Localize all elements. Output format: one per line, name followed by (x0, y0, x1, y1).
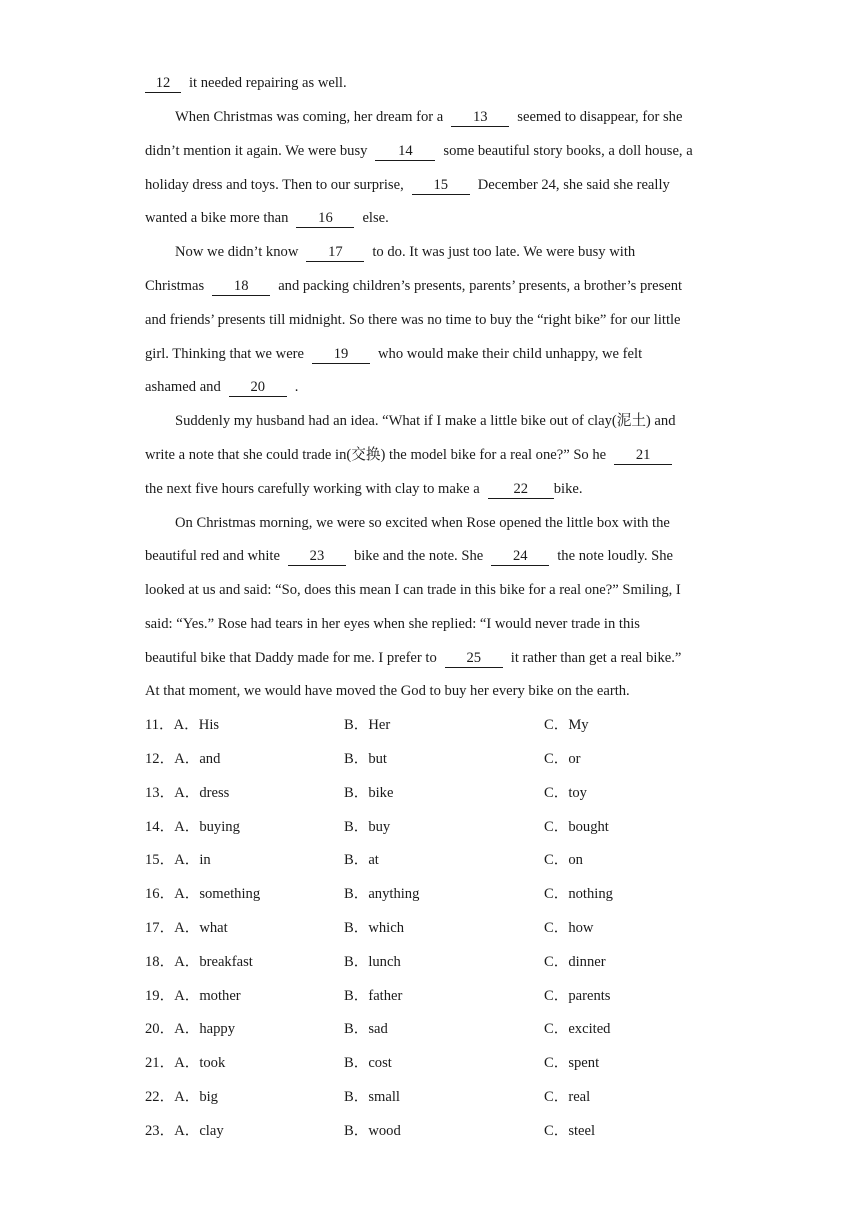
option-c: C．on (544, 852, 583, 868)
passage-line-10: ashamed and 20 . (145, 379, 299, 395)
option-c: C．or (544, 751, 581, 767)
passage-line-19: At that moment, we would have moved the God to buy her every bike on the earth. (145, 683, 630, 699)
blank-15: 15 (412, 177, 470, 195)
option-b: B．but (344, 751, 387, 767)
option-a: 16．A．something (145, 886, 261, 902)
option-c: C．spent (544, 1055, 600, 1071)
option-b: B．wood (344, 1123, 401, 1139)
blank-24: 24 (491, 548, 549, 566)
option-c: C．excited (544, 1021, 611, 1037)
passage-line-6: Now we didn’t know 17 to do. It was just too late. We were busy with (175, 244, 636, 260)
option-c: C．steel (544, 1123, 596, 1139)
option-row (145, 850, 725, 870)
option-a: 23．A．clay (145, 1123, 224, 1139)
option-b: B．father (344, 988, 403, 1004)
option-row (145, 952, 725, 972)
passage-line-16: looked at us and said: “So, does this mean I can trade in this bike for a real one?” Smiling, I (145, 582, 681, 598)
blank-25: 25 (445, 650, 503, 668)
passage-line-11: Suddenly my husband had an idea. “What if I make a little bike out of clay(泥土) and (175, 413, 676, 429)
blank-21: 21 (614, 447, 672, 465)
option-a: 13．A．dress (145, 785, 230, 801)
option-a: 12．A．and (145, 751, 221, 767)
passage-line-18: beautiful bike that Daddy made for me. I prefer to 25 it rather than get a real bike.” (145, 650, 682, 666)
passage-line-12: write a note that she could trade in(交换) the model bike for a real one?” So he 21 (145, 445, 725, 465)
option-b: B．which (344, 920, 404, 936)
option-c: C．dinner (544, 954, 606, 970)
option-c: C．My (544, 717, 589, 733)
option-row (145, 749, 725, 769)
option-c: C．parents (544, 988, 611, 1004)
blank-20: 20 (229, 379, 287, 397)
blank-18: 18 (212, 278, 270, 296)
passage-line-4: holiday dress and toys. Then to our surprise, 15 December 24, she said she really (145, 177, 670, 193)
option-a: 22．A．big (145, 1089, 218, 1105)
option-row (145, 817, 725, 837)
blank-17: 17 (306, 244, 364, 262)
option-row (145, 986, 725, 1006)
passage-line-2: When Christmas was coming, her dream for a 13 seemed to disappear, for she (175, 109, 683, 125)
option-a: 17．A．what (145, 920, 228, 936)
option-a: 19．A．mother (145, 988, 241, 1004)
blank-14: 14 (375, 143, 435, 161)
passage-line-17: said: “Yes.” Rose had tears in her eyes when she replied: “I would never trade in this (145, 616, 640, 632)
option-c: C．nothing (544, 886, 613, 902)
option-a: 20．A．happy (145, 1021, 235, 1037)
option-a: 21．A．took (145, 1055, 226, 1071)
passage-line-1: 12 it needed repairing as well. (145, 73, 725, 93)
option-b: B．cost (344, 1055, 392, 1071)
option-c: C．real (544, 1089, 591, 1105)
blank-19: 19 (312, 346, 370, 364)
passage-line-3: didn’t mention it again. We were busy 14 some beautiful story books, a doll house, a (145, 143, 693, 159)
option-b: B．buy (344, 819, 391, 835)
option-row (145, 1053, 725, 1073)
option-c: C．how (544, 920, 594, 936)
option-row (145, 884, 725, 904)
passage-line-13: the next five hours carefully working with clay to make a 22 bike. (145, 481, 583, 497)
option-c: C．bought (544, 819, 609, 835)
passage-line-8: and friends’ presents till midnight. So there was no time to buy the “right bike” for our little (145, 312, 681, 328)
option-b: B．small (344, 1089, 400, 1105)
option-a: 15．A．in (145, 852, 211, 868)
option-row (145, 1087, 725, 1107)
option-a: 11．A．His (145, 717, 220, 733)
option-row (145, 1121, 725, 1141)
passage-line-7: Christmas 18 and packing children’s presents, parents’ presents, a brother’s present (145, 278, 683, 294)
passage-line-5: wanted a bike more than 16 else. (145, 210, 389, 226)
option-row (145, 715, 725, 735)
blank-12: 12 (145, 75, 181, 93)
passage-line-9: girl. Thinking that we were 19 who would make their child unhappy, we felt (145, 346, 643, 362)
option-b: B．sad (344, 1021, 388, 1037)
blank-16: 16 (296, 210, 354, 228)
option-b: B．bike (344, 785, 394, 801)
option-b: B．anything (344, 886, 420, 902)
passage-line-14: On Christmas morning, we were so excited when Rose opened the little box with the (175, 515, 670, 531)
option-c: C．toy (544, 785, 587, 801)
option-b: B．at (344, 852, 379, 868)
option-b: B．Her (344, 717, 391, 733)
option-a: 14．A．buying (145, 819, 240, 835)
option-b: B．lunch (344, 954, 401, 970)
option-row (145, 783, 725, 803)
option-a: 18．A．breakfast (145, 954, 253, 970)
passage-line-15: beautiful red and white 23 bike and the note. She 24 the note loudly. She (145, 548, 674, 564)
option-row (145, 918, 725, 938)
blank-13: 13 (451, 109, 509, 127)
option-row (145, 1019, 725, 1039)
blank-23: 23 (288, 548, 346, 566)
blank-22: 22 (488, 481, 554, 499)
